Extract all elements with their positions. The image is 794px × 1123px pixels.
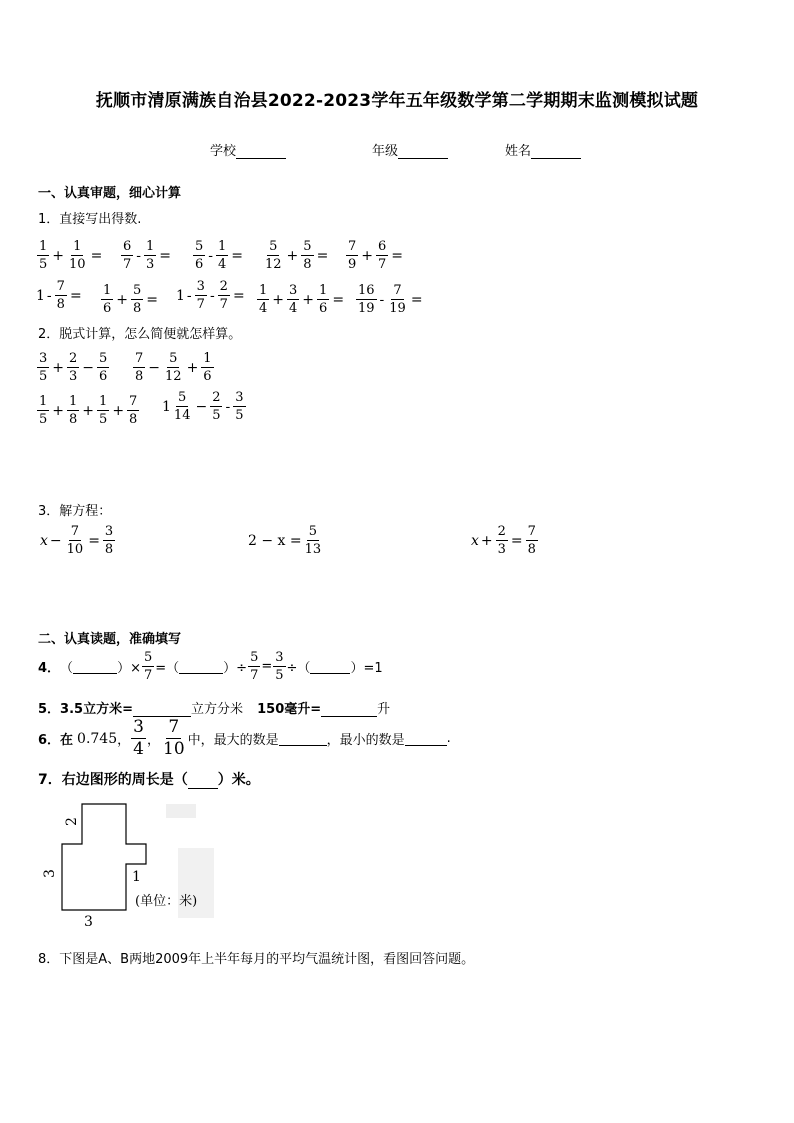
figure-svg: [38, 798, 228, 933]
answer-blank[interactable]: [405, 732, 447, 746]
fraction: $\frac{2}{3}$: [497, 524, 506, 557]
fraction: $\frac{5}{13}$: [304, 524, 322, 557]
q1-expression: $\frac{1}{4}$ + $\frac{3}{4}$ + $\frac{1}{6}$ =: [259, 283, 345, 316]
fraction: $\frac{7}{8}$: [129, 394, 138, 427]
fraction: $\frac{5}{14}$: [173, 390, 191, 423]
grade-blank[interactable]: [398, 145, 448, 159]
fraction: $\frac{2}{3}$: [69, 351, 78, 384]
question-6: 6．在 0.745 ， $\frac{3}{4}$ ， $\frac{7}{10}$ 中，最大的数是 ，最小的数是 .: [38, 717, 451, 759]
fraction: $\frac{6}{7}$: [378, 239, 387, 272]
fraction: $\frac{7}{19}$: [389, 283, 406, 316]
fraction: $\frac{5}{7}$: [143, 650, 153, 683]
equation-1: x − $\frac{7}{10}$ = $\frac{3}{8}$: [40, 524, 114, 557]
answer-blank[interactable]: [179, 660, 223, 674]
label-left: 3: [42, 869, 58, 878]
q1-expression: $\frac{1}{5}$ + $\frac{1}{10}$ =: [39, 239, 103, 272]
answer-blank[interactable]: [188, 774, 218, 789]
answer-blank[interactable]: [133, 703, 191, 717]
answer-blank[interactable]: [73, 660, 117, 674]
label-right: 1: [132, 869, 141, 885]
fraction: $\frac{7}{10}$: [66, 524, 84, 557]
label-top: 2: [64, 817, 80, 826]
fraction: $\frac{1}{8}$: [69, 394, 78, 427]
fraction: $\frac{5}{8}$: [133, 283, 142, 316]
q1-expression: $\frac{7}{9}$ + $\frac{6}{7}$ =: [348, 239, 404, 272]
fraction: $\frac{5}{12}$: [265, 239, 282, 272]
fraction: $\frac{1}{4}$: [218, 239, 227, 272]
fraction: $\frac{3}{8}$: [104, 524, 114, 557]
fraction: $\frac{7}{8}$: [56, 279, 65, 312]
q1-expression: $\frac{5}{12}$ + $\frac{5}{8}$ =: [265, 239, 329, 272]
fraction: $\frac{1}{5}$: [99, 394, 108, 427]
fraction: $\frac{2}{7}$: [219, 279, 228, 312]
fraction: $\frac{2}{5}$: [212, 390, 221, 423]
equation-3: x + $\frac{2}{3}$ = $\frac{7}{8}$: [471, 524, 536, 557]
q1-expression: $\frac{16}{19}$ - $\frac{7}{19}$ =: [358, 283, 423, 316]
question-3-label: 3．解方程：: [38, 504, 112, 519]
grade-label: 年级: [372, 144, 399, 159]
fraction: $\frac{1}{5}$: [39, 239, 48, 272]
name-label: 姓名: [505, 144, 532, 159]
fraction: $\frac{7}{9}$: [348, 239, 357, 272]
q1-expression: $\frac{1}{6}$ + $\frac{5}{8}$ =: [103, 283, 159, 316]
question-4: 4． （ ）× $\frac{5}{7}$ =（ ）÷ $\frac{5}{7}$ = $\frac{3}{5}$ ÷（ ）=1: [38, 650, 383, 683]
school-field[interactable]: [210, 140, 286, 159]
fraction: $\frac{16}{19}$: [358, 283, 375, 316]
answer-blank[interactable]: [310, 660, 350, 674]
fraction: $\frac{1}{6}$: [319, 283, 328, 316]
unit-label: (单位：米): [135, 894, 198, 909]
fraction: $\frac{3}{5}$: [275, 650, 284, 683]
question-1-label: 1．直接写出得数.: [38, 212, 142, 227]
fraction: $\frac{5}{8}$: [303, 239, 312, 272]
fraction: $\frac{1}{6}$: [103, 283, 112, 316]
q1-expression: 1 - $\frac{3}{7}$ - $\frac{2}{7}$ =: [176, 279, 245, 312]
fraction: $\frac{5}{6}$: [99, 351, 108, 384]
question-5: 5．3.5立方米= 立方分米 150毫升= 升: [38, 702, 391, 717]
q2-expression: $\frac{1}{5}$ + $\frac{1}{8}$ + $\frac{1}{5}$ + $\frac{7}{8}$: [39, 394, 138, 427]
fraction: $\frac{6}{7}$: [123, 239, 132, 272]
school-blank[interactable]: [236, 145, 286, 159]
q1-expression: $\frac{6}{7}$ - $\frac{1}{3}$ =: [123, 239, 172, 272]
fraction: $\frac{3}{5}$: [235, 390, 244, 423]
fraction: $\frac{5}{6}$: [195, 239, 204, 272]
fraction: $\frac{1}{3}$: [146, 239, 155, 272]
fraction: $\frac{7}{8}$: [135, 351, 144, 384]
section-heading-1: 一、认真审题，细心计算: [38, 186, 182, 201]
equation-2: 2 − x = $\frac{5}{13}$: [248, 524, 322, 557]
q2-expression: $\frac{7}{8}$ − $\frac{5}{12}$ + $\frac{1}{6}$: [135, 351, 212, 384]
label-bottom: 3: [84, 914, 93, 930]
q1-expression: $\frac{5}{6}$ - $\frac{1}{4}$ =: [195, 239, 244, 272]
fraction: $\frac{5}{7}$: [250, 650, 259, 683]
q2-expression: 1 $\frac{5}{14}$ − $\frac{2}{5}$ - $\frac{3}{5}$: [162, 390, 244, 423]
fraction: $\frac{3}{5}$: [39, 351, 48, 384]
name-field[interactable]: [505, 140, 581, 159]
fraction: $\frac{1}{10}$: [69, 239, 86, 272]
fraction: $\frac{5}{12}$: [165, 351, 182, 384]
question-8: 8．下图是A、B两地2009年上半年每月的平均气温统计图，看图回答问题。: [38, 952, 475, 967]
question-2-label: 2．脱式计算，怎么简便就怎样算。: [38, 327, 242, 342]
fraction: $\frac{3}{4}$: [133, 717, 144, 759]
q2-expression: $\frac{3}{5}$ + $\frac{2}{3}$ − $\frac{5}{6}$: [39, 351, 108, 384]
perimeter-figure: [38, 798, 228, 937]
fraction: $\frac{1}{5}$: [39, 394, 48, 427]
fraction: $\frac{3}{4}$: [289, 283, 298, 316]
answer-blank[interactable]: [321, 703, 377, 717]
fraction: $\frac{7}{10}$: [163, 717, 185, 759]
fraction: $\frac{3}{7}$: [196, 279, 205, 312]
page-title: 抚顺市清原满族自治县2022-2023学年五年级数学第二学期期末监测模拟试题: [95, 91, 699, 111]
q1-expression: 1 - $\frac{7}{8}$ =: [36, 279, 82, 312]
watermark-shape: [166, 804, 196, 818]
section-heading-2: 二、认真读题，准确填写: [38, 632, 182, 647]
grade-field[interactable]: [372, 140, 448, 159]
fraction: $\frac{1}{6}$: [203, 351, 212, 384]
school-label: 学校: [210, 144, 237, 159]
answer-blank[interactable]: [279, 732, 327, 746]
fraction: $\frac{7}{8}$: [527, 524, 536, 557]
name-blank[interactable]: [531, 145, 581, 159]
fraction: $\frac{1}{4}$: [259, 283, 268, 316]
question-7: 7．右边图形的周长是（ ）米。: [38, 772, 260, 788]
